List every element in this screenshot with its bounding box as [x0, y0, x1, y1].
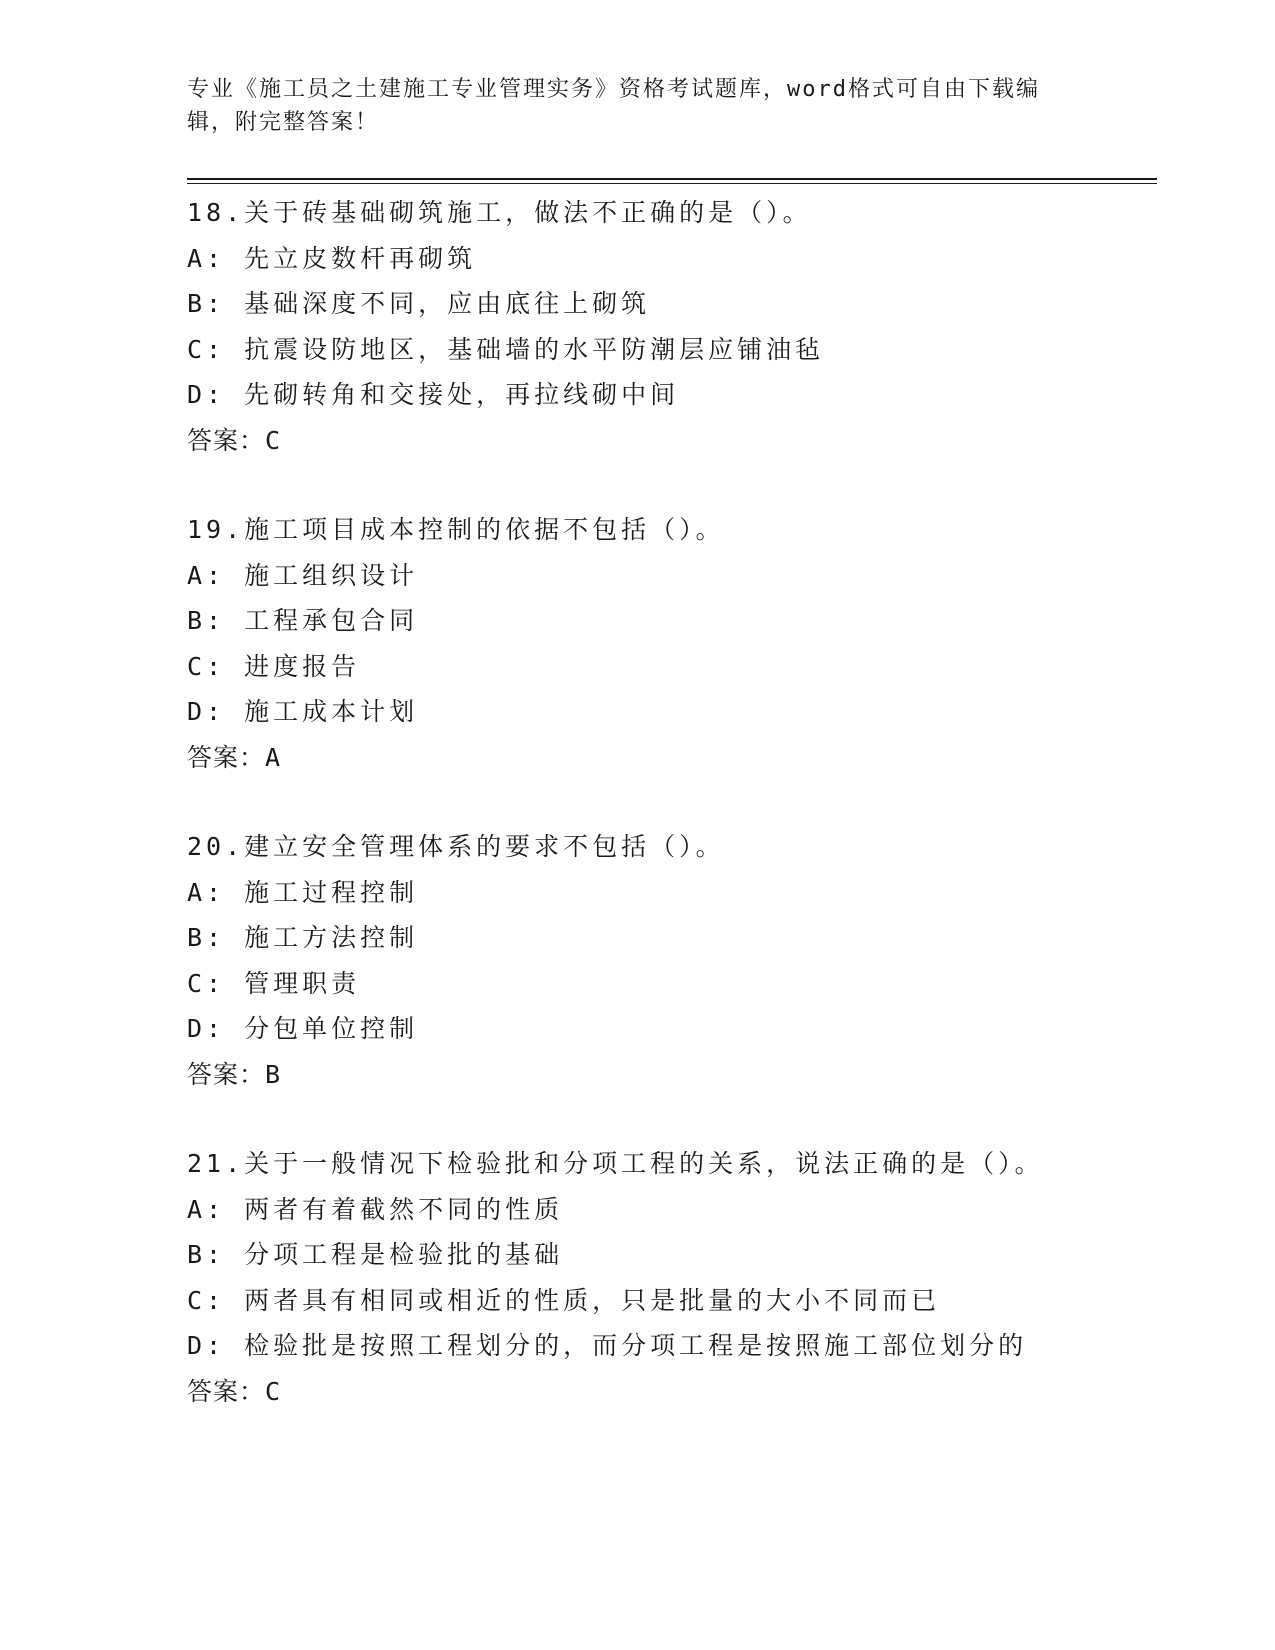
- question-stem: 19.施工项目成本控制的依据不包括（）。: [187, 515, 725, 544]
- question-18: [187, 190, 1187, 463]
- option-b: B: 施工方法控制: [187, 923, 419, 952]
- answer-label: 答案：: [187, 425, 266, 455]
- answer-value: A: [265, 742, 282, 772]
- option-b: B: 基础深度不同，应由底往上砌筑: [187, 289, 651, 318]
- answer-label: 答案：: [187, 1059, 266, 1089]
- header-line-2: 辑，附完整答案！: [187, 110, 380, 135]
- answer-label: 答案：: [187, 742, 266, 772]
- answer-label: 答案：: [187, 1376, 266, 1406]
- question-stem: 18.关于砖基础砌筑施工，做法不正确的是（）。: [187, 198, 812, 227]
- option-d: D: 施工成本计划: [187, 697, 419, 726]
- option-b: B: 分项工程是检验批的基础: [187, 1240, 564, 1269]
- question-21: [187, 1141, 1187, 1414]
- option-c: C: 进度报告: [187, 651, 361, 681]
- option-c: C: 两者具有相同或相近的性质，只是批量的大小不同而已: [187, 1285, 941, 1315]
- answer-value: C: [265, 1376, 282, 1406]
- option-d: D: 先砌转角和交接处，再拉线砌中间: [187, 380, 680, 409]
- question-20: [187, 824, 1187, 1097]
- answer-line: [187, 735, 1187, 781]
- answer-line: [187, 418, 1187, 464]
- answer-line: [187, 1369, 1187, 1415]
- option-a: A: 施工过程控制: [187, 877, 419, 907]
- answer-line: [187, 1052, 1187, 1098]
- header-line-1: 专业《施工员之土建施工专业管理实务》资格考试题库，word格式可自由下载编: [187, 77, 1040, 102]
- answer-value: C: [265, 425, 282, 455]
- answer-value: B: [265, 1059, 282, 1089]
- document-header: [187, 73, 1077, 139]
- question-stem: 21.关于一般情况下检验批和分项工程的关系，说法正确的是（）。: [187, 1149, 1044, 1178]
- question-stem: 20.建立安全管理体系的要求不包括（）。: [187, 832, 725, 861]
- option-a: A: 两者有着截然不同的性质: [187, 1194, 564, 1224]
- option-a: A: 先立皮数杆再砌筑: [187, 243, 477, 273]
- question-list: [187, 190, 1187, 1414]
- option-c: C: 管理职责: [187, 968, 361, 998]
- option-a: A: 施工组织设计: [187, 560, 419, 590]
- option-d: D: 分包单位控制: [187, 1014, 419, 1043]
- header-divider-thin: [187, 183, 1157, 184]
- header-divider-thick: [187, 178, 1157, 180]
- option-b: B: 工程承包合同: [187, 606, 419, 635]
- option-c: C: 抗震设防地区，基础墙的水平防潮层应铺油毡: [187, 334, 825, 364]
- question-19: [187, 507, 1187, 780]
- option-d: D: 检验批是按照工程划分的，而分项工程是按照施工部位划分的: [187, 1331, 1028, 1360]
